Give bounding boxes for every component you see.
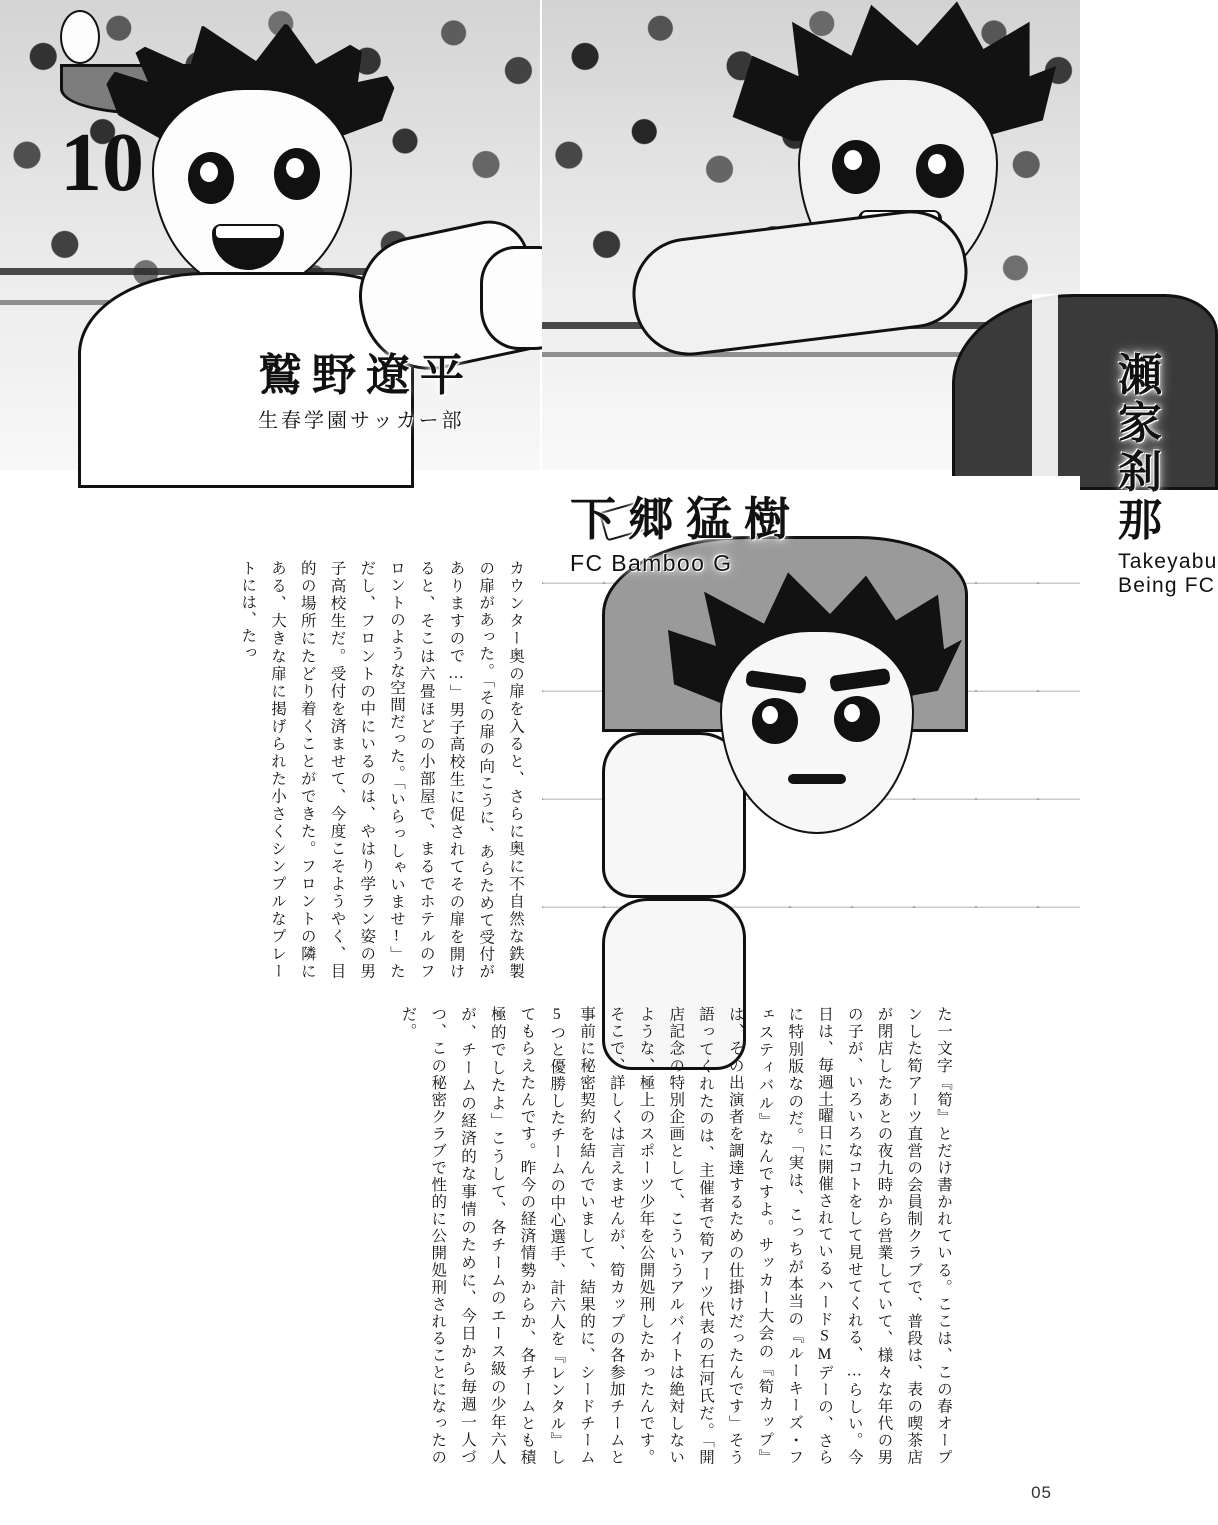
body-text-left-column: カウンター奥の扉を入ると、さらに奥に不自然な鉄製の扉があった。「その扉の向こうに、あらためて受付がありますので…」男子高校生に促されてその扉を開けると、そこは六畳ほどの小部屋で、まるでホテルのフロントのような空間だった。「いらっしゃいませ!」ただし、フロントの中にいるのは、やはり学ラン姿の男子高校生だ。受付を済ませて、今度こそようやく、目的の場所にたどり着くことができた。フロントの隣にある、大きな扉に掲げられた小さくシンプルなプレートには、たっ <box>239 560 524 980</box>
name-label-shimogou <box>570 495 802 577</box>
character-name-jp: 下郷猛樹 <box>570 494 802 545</box>
character-name-jp: 鷲野遼平 <box>258 351 474 400</box>
character-figure-shimogou <box>602 506 1062 1006</box>
jersey-number: 10 <box>60 116 144 209</box>
body-text-bottom-block: た一文字『筍』とだけ書かれている。ここは、この春オープンした筍アーツ直営の会員制クラブで、普段は、表の喫茶店が閉店したあとの夜九時から営業していて、様々な年代の男の子が、いろいろなコトをして見せてくれる、…らしい。今日は、毎週土曜日に開催されているハードSMデーの、さらに特別版なのだ。「実は、こっちが本当の『ルーキーズ・フェスティバル』なんですよ。サッカー大会の『筍カップ』は、その出演者を調達するための仕掛けだったんです」そう語ってくれたのは、主催者で筍アーツ代表の石河氏だ。「開店記念の特別企画として、こういうアルバイトは絶対しないような、極上のスポーツ少年を公開処刑したかったんです。そこで、詳しくは言えませんが、筍カップの各参加チームと事前に秘密契約を結んでいまして、結果的に、シードチーム5つと優勝したチームの中心選手、計六人を『レンタル』してもらえたんです。昨今の経済情勢からか、各チームとも積極的でしたよ」こうして、各チームのエース級の少年六人が、チームの経済的な事情のために、今日から毎週一人づつ、この秘密クラブで性的に公開処刑されることになったのだ。 <box>399 1006 952 1466</box>
mouth <box>788 774 846 784</box>
ear <box>60 10 100 64</box>
eye-highlight-left <box>762 706 778 724</box>
name-label-seike <box>1118 352 1218 598</box>
character-name-jp: 瀬家刹那 <box>1118 351 1172 546</box>
name-label-wasino <box>258 352 474 433</box>
eye-highlight-right <box>286 158 304 178</box>
page-number: 05 <box>1031 1483 1052 1502</box>
character-team-en: Takeyabu Being FC <box>1118 549 1218 597</box>
glove-left <box>602 732 746 898</box>
panel-wasino <box>0 0 540 470</box>
teeth <box>216 226 280 238</box>
eye-highlight-right <box>844 704 860 722</box>
eye-highlight-left <box>200 162 218 182</box>
eye-highlight-left <box>844 150 862 170</box>
face <box>720 630 914 834</box>
eye-highlight-right <box>928 154 946 174</box>
character-team-en: FC Bamboo G <box>570 549 733 576</box>
jersey-stripe <box>1032 294 1058 484</box>
panel-shimogou <box>542 476 1080 998</box>
character-affiliation: 生春学園サッカー部 <box>258 410 465 433</box>
character-figure-seike <box>702 0 1102 470</box>
